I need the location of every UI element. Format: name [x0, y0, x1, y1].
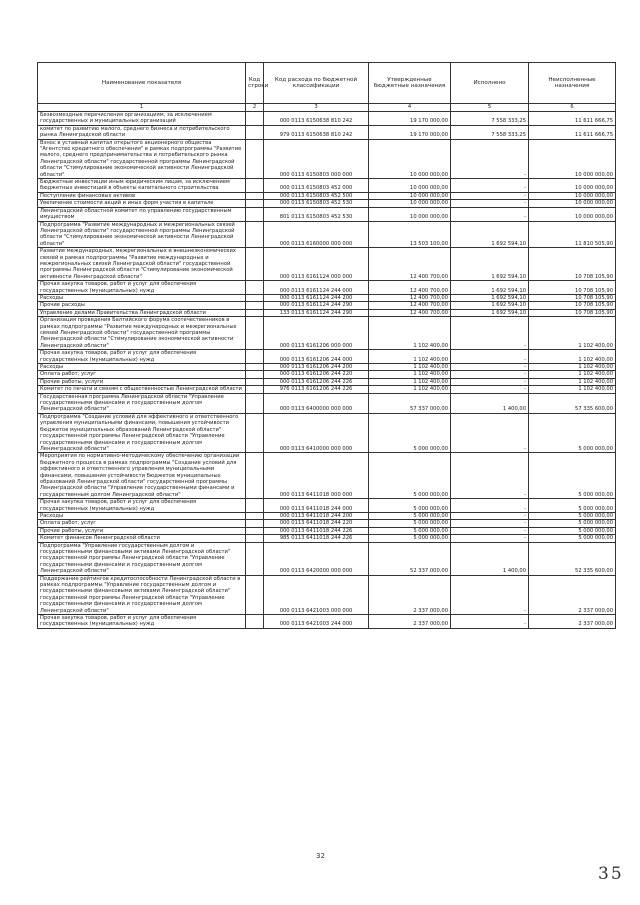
remaining-amount-cell: 2 337 000,00	[529, 575, 616, 614]
row-code-cell	[246, 512, 264, 519]
executed-amount-cell: -	[451, 200, 529, 207]
executed-amount-cell: 1 692 594,10	[451, 281, 529, 295]
approved-amount-cell: 13 503 100,00	[369, 221, 451, 248]
indicator-name-cell: Прочая закупка товаров, работ и услуг для обеспечения государственных (муниципальных) нужд	[38, 499, 246, 513]
remaining-amount-cell: 11 611 666,75	[529, 112, 616, 126]
remaining-amount-cell: 5 000 000,00	[529, 520, 616, 527]
budget-code-cell: 000 0113 6161206 244 226	[264, 378, 369, 385]
approved-amount-cell: 52 337 000,00	[369, 542, 451, 575]
table-row	[38, 294, 616, 301]
table-row	[38, 453, 616, 499]
approved-amount-cell: 10 000 000,00	[369, 200, 451, 207]
approved-amount-cell: 1 102 400,00	[369, 386, 451, 393]
table-row	[38, 378, 616, 385]
executed-amount-cell: -	[451, 317, 529, 350]
budget-code-cell: 985 0113 6411018 244 226	[264, 535, 369, 542]
executed-amount-cell: -	[451, 575, 529, 614]
remaining-amount-cell: 11 611 666,75	[529, 125, 616, 139]
table-row	[38, 192, 616, 199]
budget-code-cell: 000 0113 6421003 000 000	[264, 575, 369, 614]
indicator-name-cell: Оплата работ, услуг	[38, 520, 246, 527]
header-approved: Утвержденные бюджетные назначения	[369, 63, 451, 104]
column-number: 6	[529, 104, 616, 112]
executed-amount-cell: 1 400,00	[451, 393, 529, 413]
table-row	[38, 413, 616, 452]
row-code-cell	[246, 575, 264, 614]
remaining-amount-cell: 5 000 000,00	[529, 499, 616, 513]
remaining-amount-cell: 1 102 400,00	[529, 317, 616, 350]
row-code-cell	[246, 221, 264, 248]
approved-amount-cell: 10 000 000,00	[369, 192, 451, 199]
row-code-cell	[246, 125, 264, 139]
indicator-name-cell: Прочая закупка товаров, работ и услуг для обеспечения государственных (муниципальных) нужд	[38, 281, 246, 295]
budget-code-cell: 000 0113 6161124 244 000	[264, 281, 369, 295]
approved-amount-cell: 1 102 400,00	[369, 364, 451, 371]
table-row	[38, 542, 616, 575]
budget-code-cell: 000 0113 6161206 244 200	[264, 364, 369, 371]
indicator-name-cell: Комитет по печати и связям с общественностью Ленинградской области	[38, 386, 246, 393]
table-row	[38, 281, 616, 295]
budget-code-cell: 000 0113 6411018 244 000	[264, 499, 369, 513]
approved-amount-cell: 12 400 700,00	[369, 302, 451, 309]
budget-code-cell: 000 0113 6421003 244 000	[264, 615, 369, 629]
row-code-cell	[246, 317, 264, 350]
remaining-amount-cell: 11 810 505,90	[529, 221, 616, 248]
budget-code-cell: 976 0113 6161206 244 226	[264, 386, 369, 393]
table-row	[38, 139, 616, 178]
budget-code-cell: 000 0113 6161206 244 000	[264, 350, 369, 364]
table-row	[38, 615, 616, 629]
header-row-code: Код строки	[246, 63, 264, 104]
header-remaining: Неисполненные назначения	[529, 63, 616, 104]
table-header	[38, 63, 616, 104]
row-code-cell	[246, 520, 264, 527]
indicator-name-cell: Прочие расходы	[38, 302, 246, 309]
remaining-amount-cell: 10 000 000,00	[529, 179, 616, 193]
remaining-amount-cell: 10 708 105,90	[529, 309, 616, 316]
budget-code-cell: 000 0113 6150803 452 000	[264, 179, 369, 193]
executed-amount-cell: -	[451, 139, 529, 178]
approved-amount-cell: 12 400 700,00	[369, 281, 451, 295]
indicator-name-cell: Расходы	[38, 364, 246, 371]
row-code-cell	[246, 615, 264, 629]
row-code-cell	[246, 179, 264, 193]
budget-code-cell: 000 0113 6411018 244 220	[264, 520, 369, 527]
executed-amount-cell: 1 692 594,10	[451, 248, 529, 281]
header-executed: Исполнено	[451, 63, 529, 104]
row-code-cell	[246, 535, 264, 542]
executed-amount-cell: -	[451, 615, 529, 629]
page-number: 32	[316, 852, 325, 860]
row-code-cell	[246, 192, 264, 199]
remaining-amount-cell: 1 102 400,00	[529, 371, 616, 378]
approved-amount-cell: 10 000 000,00	[369, 179, 451, 193]
executed-amount-cell: -	[451, 520, 529, 527]
budget-code-cell: 133 0113 6161124 244 290	[264, 309, 369, 316]
executed-amount-cell: -	[451, 499, 529, 513]
budget-code-cell: 000 0113 6150803 452 500	[264, 192, 369, 199]
row-code-cell	[246, 248, 264, 281]
indicator-name-cell: Прочая закупка товаров, работ и услуг для обеспечения государственных (муниципальных) нужд	[38, 615, 246, 629]
approved-amount-cell: 10 000 000,00	[369, 207, 451, 221]
approved-amount-cell: 5 000 000,00	[369, 520, 451, 527]
budget-code-cell: 979 0113 6150638 810 242	[264, 125, 369, 139]
row-code-cell	[246, 200, 264, 207]
row-code-cell	[246, 499, 264, 513]
executed-amount-cell: -	[451, 512, 529, 519]
column-number-row	[38, 104, 616, 112]
executed-amount-cell: -	[451, 453, 529, 499]
approved-amount-cell: 19 170 000,00	[369, 112, 451, 126]
budget-code-cell: 000 0113 6400000 000 000	[264, 393, 369, 413]
approved-amount-cell: 2 337 000,00	[369, 615, 451, 629]
approved-amount-cell: 5 000 000,00	[369, 499, 451, 513]
row-code-cell	[246, 413, 264, 452]
table-row	[38, 317, 616, 350]
indicator-name-cell: Прочие работы, услуги	[38, 527, 246, 534]
row-code-cell	[246, 139, 264, 178]
row-code-cell	[246, 386, 264, 393]
indicator-name-cell: Прочие работы, услуги	[38, 378, 246, 385]
approved-amount-cell: 1 102 400,00	[369, 371, 451, 378]
approved-amount-cell: 1 102 400,00	[369, 317, 451, 350]
budget-code-cell: 000 0113 6420000 000 000	[264, 542, 369, 575]
remaining-amount-cell: 5 000 000,00	[529, 512, 616, 519]
budget-code-cell: 000 0113 6161206 244 220	[264, 371, 369, 378]
approved-amount-cell: 1 102 400,00	[369, 378, 451, 385]
indicator-name-cell: Мероприятия по нормативно-методическому обеспечению организации бюджетного процесса в рамках подпрограммы "Создание условий для эффективного и ответственного управления муниципальными финансами, повышения устойчивости бюджетов муниципальных образований Ленинградской области" государственной программы Ленинградской области "Управление государственными финансами и государственным долгом Ленинградской области"	[38, 453, 246, 499]
table-row	[38, 302, 616, 309]
executed-amount-cell: 1 692 594,10	[451, 221, 529, 248]
approved-amount-cell: 12 400 700,00	[369, 309, 451, 316]
budget-code-cell: 000 0113 6161124 244 200	[264, 294, 369, 301]
indicator-name-cell: Поступление финансовых активов	[38, 192, 246, 199]
remaining-amount-cell: 5 000 000,00	[529, 527, 616, 534]
executed-amount-cell: -	[451, 179, 529, 193]
executed-amount-cell: -	[451, 378, 529, 385]
table-row	[38, 248, 616, 281]
row-code-cell	[246, 393, 264, 413]
indicator-name-cell: Государственная программа Ленинградской области "Управление государственными финансами и государственным долгом Ленинградской области"	[38, 393, 246, 413]
indicator-name-cell: Расходы	[38, 294, 246, 301]
approved-amount-cell: 5 000 000,00	[369, 453, 451, 499]
executed-amount-cell: 7 558 333,25	[451, 125, 529, 139]
remaining-amount-cell: 57 335 600,00	[529, 393, 616, 413]
table-row	[38, 221, 616, 248]
executed-amount-cell: 7 558 333,25	[451, 112, 529, 126]
table-row	[38, 575, 616, 614]
table-body	[38, 104, 616, 629]
column-number: 4	[369, 104, 451, 112]
remaining-amount-cell: 10 708 105,90	[529, 302, 616, 309]
budget-code-cell: 000 0113 6161206 000 000	[264, 317, 369, 350]
column-number: 1	[38, 104, 246, 112]
budget-code-cell: 000 0113 6411018 244 200	[264, 512, 369, 519]
table-row	[38, 499, 616, 513]
remaining-amount-cell: 10 000 000,00	[529, 139, 616, 178]
executed-amount-cell: -	[451, 192, 529, 199]
column-number: 5	[451, 104, 529, 112]
header-indicator-name: Наименование показателя	[38, 63, 246, 104]
executed-amount-cell: -	[451, 535, 529, 542]
budget-code-cell: 000 0113 6411018 000 000	[264, 453, 369, 499]
remaining-amount-cell: 10 708 105,90	[529, 294, 616, 301]
table-row	[38, 512, 616, 519]
table-row	[38, 364, 616, 371]
table-row	[38, 520, 616, 527]
table-row	[38, 527, 616, 534]
column-number: 2	[246, 104, 264, 112]
table-row	[38, 350, 616, 364]
remaining-amount-cell: 5 000 000,00	[529, 535, 616, 542]
executed-amount-cell: 1 692 594,10	[451, 294, 529, 301]
remaining-amount-cell: 1 102 400,00	[529, 364, 616, 371]
indicator-name-cell: Подпрограмма "Создание условий для эффективного и ответственного управления муниципальными финансами, повышения устойчивости бюджетов муниципальных образований Ленинградской области" государственной программы Ленинградской области "Управление государственными финансами и государственным долгом Ленинградской области"	[38, 413, 246, 452]
remaining-amount-cell: 10 000 000,00	[529, 200, 616, 207]
indicator-name-cell: Бюджетные инвестиции иным юридическим лицам, за исключением бюджетных инвестиций в объекты капитального строительства	[38, 179, 246, 193]
remaining-amount-cell: 10 000 000,00	[529, 192, 616, 199]
approved-amount-cell: 5 000 000,00	[369, 527, 451, 534]
remaining-amount-cell: 5 000 000,00	[529, 453, 616, 499]
budget-code-cell: 000 0113 6160000 000 000	[264, 221, 369, 248]
stamped-sheet-number: 35	[598, 864, 624, 884]
executed-amount-cell: -	[451, 413, 529, 452]
indicator-name-cell: Прочая закупка товаров, работ и услуг для обеспечения государственных (муниципальных) нужд	[38, 350, 246, 364]
indicator-name-cell: комитет по развитию малого, среднего бизнеса и потребительского рынка Ленинградской области	[38, 125, 246, 139]
table-row	[38, 207, 616, 221]
executed-amount-cell: 1 692 594,10	[451, 302, 529, 309]
executed-amount-cell: -	[451, 386, 529, 393]
remaining-amount-cell: 1 102 400,00	[529, 350, 616, 364]
remaining-amount-cell: 1 102 400,00	[529, 386, 616, 393]
approved-amount-cell: 5 000 000,00	[369, 413, 451, 452]
remaining-amount-cell: 10 708 105,90	[529, 248, 616, 281]
table-row	[38, 125, 616, 139]
budget-code-cell: 000 0113 6161124 000 000	[264, 248, 369, 281]
row-code-cell	[246, 302, 264, 309]
approved-amount-cell: 2 337 000,00	[369, 575, 451, 614]
row-code-cell	[246, 309, 264, 316]
indicator-name-cell: Ленинградский областной комитет по управлению государственным имуществом	[38, 207, 246, 221]
indicator-name-cell: Развитие международных, межрегиональных и внешнеэкономических связей в рамках подпрограммы "Развитие международных и межрегиональных связей Ленинградской области" государственной программы Ленинградской области "Стимулирование экономической активности Ленинградской области"	[38, 248, 246, 281]
column-number: 3	[264, 104, 369, 112]
approved-amount-cell: 1 102 400,00	[369, 350, 451, 364]
table-row	[38, 535, 616, 542]
executed-amount-cell: 1 400,00	[451, 542, 529, 575]
table-row	[38, 393, 616, 413]
row-code-cell	[246, 294, 264, 301]
approved-amount-cell: 12 400 700,00	[369, 294, 451, 301]
table-row	[38, 386, 616, 393]
row-code-cell	[246, 281, 264, 295]
executed-amount-cell: -	[451, 527, 529, 534]
approved-amount-cell: 19 170 000,00	[369, 125, 451, 139]
row-code-cell	[246, 453, 264, 499]
budget-table	[37, 62, 616, 629]
remaining-amount-cell: 52 335 600,00	[529, 542, 616, 575]
approved-amount-cell: 10 000 000,00	[369, 139, 451, 178]
remaining-amount-cell: 1 102 400,00	[529, 378, 616, 385]
budget-code-cell: 000 0113 6150803 452 530	[264, 200, 369, 207]
table-row	[38, 309, 616, 316]
remaining-amount-cell: 2 337 000,00	[529, 615, 616, 629]
executed-amount-cell: -	[451, 207, 529, 221]
executed-amount-cell: 1 692 594,10	[451, 309, 529, 316]
row-code-cell	[246, 350, 264, 364]
executed-amount-cell: -	[451, 371, 529, 378]
indicator-name-cell: Увеличение стоимости акций и иных форм участия в капитале	[38, 200, 246, 207]
row-code-cell	[246, 207, 264, 221]
row-code-cell	[246, 364, 264, 371]
indicator-name-cell: Комитет финансов Ленинградской области	[38, 535, 246, 542]
table-row	[38, 371, 616, 378]
budget-code-cell: 000 0113 6150638 810 242	[264, 112, 369, 126]
budget-code-cell: 000 0113 6411018 244 226	[264, 527, 369, 534]
budget-code-cell: 000 0113 6161124 244 290	[264, 302, 369, 309]
indicator-name-cell: Организация проведения Балтийского форума соотечественников в рамках подпрограммы "Развитие международных и межрегиональных связей Ленинградской области" государственной программы Ленинградской области "Стимулирование экономической активности Ленинградской области"	[38, 317, 246, 350]
table-row	[38, 200, 616, 207]
executed-amount-cell: -	[451, 350, 529, 364]
approved-amount-cell: 57 337 000,00	[369, 393, 451, 413]
indicator-name-cell: Расходы	[38, 512, 246, 519]
row-code-cell	[246, 542, 264, 575]
budget-code-cell: 801 0113 6150803 452 530	[264, 207, 369, 221]
approved-amount-cell: 5 000 000,00	[369, 535, 451, 542]
row-code-cell	[246, 527, 264, 534]
indicator-name-cell: Оплата работ, услуг	[38, 371, 246, 378]
indicator-name-cell: Взнос в уставный капитал открытого акционерного общества "Агентство кредитного обеспечения" в рамках подпрограммы "Развитие малого, среднего предпринимательства и потребительского рынка Ленинградской области" государственной программы Ленинградской области "Стимулирование экономической активности Ленинградской области"	[38, 139, 246, 178]
indicator-name-cell: Безвозмездные перечисления организациям, за исключением государственных и муниципальных организаций	[38, 112, 246, 126]
indicator-name-cell: Подпрограмма "Управление государственным долгом и государственными финансовыми активами Ленинградской области" государственной программы Ленинградской области "Управление государственными финансами и государственным долгом Ленинградской области"	[38, 542, 246, 575]
remaining-amount-cell: 10 000 000,00	[529, 207, 616, 221]
table-row	[38, 179, 616, 193]
executed-amount-cell: -	[451, 364, 529, 371]
row-code-cell	[246, 112, 264, 126]
budget-code-cell: 000 0113 6410000 000 000	[264, 413, 369, 452]
report-sheet	[37, 62, 615, 629]
indicator-name-cell: Подпрограмма "Развитие международных и межрегиональных связей Ленинградской области" государственной программы Ленинградской области "Стимулирование экономической активности Ленинградской области"	[38, 221, 246, 248]
row-code-cell	[246, 371, 264, 378]
indicator-name-cell: Управление делами Правительства Ленинградской области	[38, 309, 246, 316]
budget-code-cell: 000 0113 6150803 000 000	[264, 139, 369, 178]
approved-amount-cell: 5 000 000,00	[369, 512, 451, 519]
indicator-name-cell: Поддержание рейтингов кредитоспособности Ленинградской области в рамках подпрограммы "Управление государственным долгом и государственными финансовыми активами Ленинградской области" государственной программы Ленинградской области "Управление государственными финансами и государственным долгом Ленинградской области"	[38, 575, 246, 614]
row-code-cell	[246, 378, 264, 385]
table-row	[38, 112, 616, 126]
header-budget-code: Код расхода по бюджетной классификации	[264, 63, 369, 104]
approved-amount-cell: 12 400 700,00	[369, 248, 451, 281]
remaining-amount-cell: 5 000 000,00	[529, 413, 616, 452]
remaining-amount-cell: 10 708 105,90	[529, 281, 616, 295]
